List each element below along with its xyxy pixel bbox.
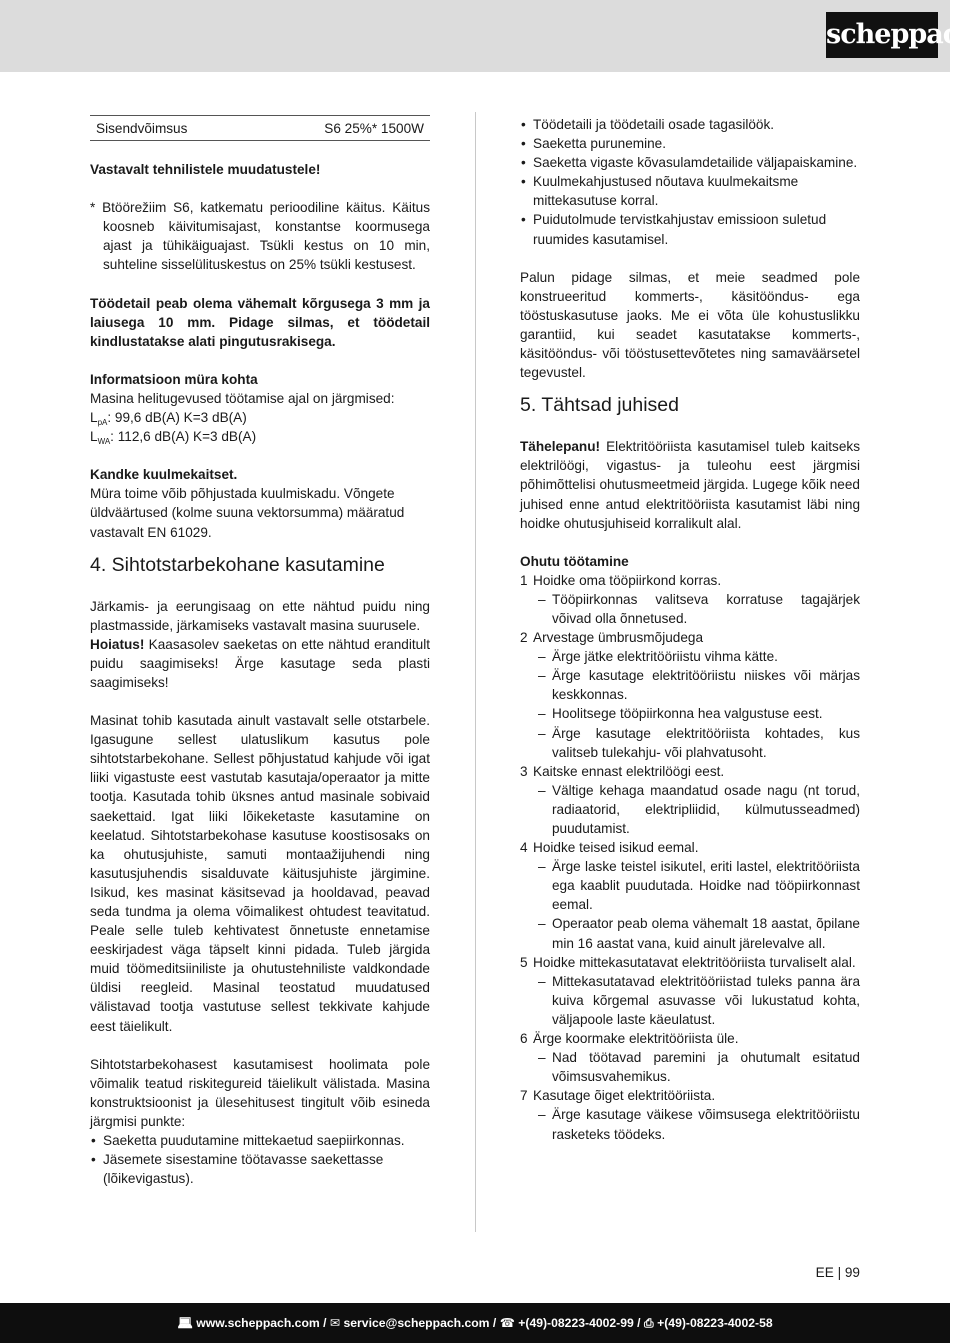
scheppach-logo: scheppach	[826, 12, 938, 58]
safety-item-2: 2 Arvestage ümbrusmõjudega – Ärge jätke elektritööriistu vihma kätte. – Ärge kasutage elektritööriistu niiskes või märjas keskkonnas. – Hoolitsege tööpiirkonna hea valgustuse eest. – Ärge kasutage elektritööriista kohtades, kus valitseb tulekahju- või plahvatusoht.	[520, 628, 860, 762]
list-item: • Saeketta puudutamine mittekaetud saepiirkonnas.	[90, 1131, 430, 1150]
website-link[interactable]: www.scheppach.com /	[196, 1316, 327, 1330]
column-divider	[475, 112, 476, 1232]
list-item: • Töödetaili ja töödetaili osade tagasilöök.	[520, 115, 860, 134]
safety-item-7: 7 Kasutage õiget elektritööriista. – Ärge kasutage väikese võimsusega elektritööriistu rasketeks töödeks.	[520, 1086, 860, 1143]
list-item: • Saeketta purunemine.	[520, 134, 860, 153]
hearing-protection-text: Müra toime võib põhjustada kuulmiskadu. Võngete üldväärtused (kolme suuna vektorsumma) määratud vastavalt EN 61029.	[90, 486, 405, 540]
fax-icon: ⎙	[643, 1316, 654, 1330]
operating-mode-footnote: * Btöörežiim S6, katkematu perioodiline käitus. Käitus koosneb käivitumisajast, konstantse koormusega ajast ja tühikäiguajast. Tsükli kestus on 10 min, suhteline sisselülituskestus on 25% tsükli kestusest.	[90, 200, 430, 273]
risk-list-continued	[520, 115, 860, 249]
header-band	[0, 0, 977, 72]
safety-item-3: 3 Kaitske ennast elektrilöögi eest. – Vältige kehaga maandatud osade nagu (nt torud, radiaatorid, elektripliidid, külmutusseadmed) puudutamist.	[520, 762, 860, 838]
section-4-title: 4. Sihtotstarbekohane kasutamine	[90, 553, 385, 576]
section-5-title: 5. Tähtsad juhised	[520, 394, 679, 417]
left-column	[90, 115, 430, 1188]
section-4-intro: Järkamis- ja eerungisaag on ette nähtud puidu ning plastmasside, järkamiseks vastavalt masina suurusele.	[90, 598, 430, 633]
list-item: • Kuulmekahjustused nõutava kuulmekaitsme mittekasutuse korral.	[520, 172, 860, 210]
noise-heading: Informatsioon müra kohta	[90, 371, 258, 387]
section-4-risks: Sihtotstarbekohasest kasutamisest hoolimata pole võimalik teatud riskitegureid täielikult välistada. Masina konstruktsioonist ja ülesehitusest tingitult võib esineda järgmisi punkte:	[90, 1056, 430, 1129]
right-column	[520, 115, 860, 1144]
section-4-warning: Hoiatus! Kaasasolev saeketas on ette nähtud eranditult puidu saagimiseks! Ärge kasutage seda plasti saagimiseks!	[90, 636, 430, 690]
safety-item-4: 4 Hoidke teised isikud eemal. – Ärge laske teistel isikutel, eriti lastel, elektritööriista ega kaablit puudutada. Hoidke nad tööpiirkonnast eemal. – Operaator peab olema vähemalt 18 aastat, õpilane min 16 aastat vana, kuid ainult järelevalve all.	[520, 838, 860, 953]
noise-lpa: $L_{pA}$: 99,6 dB(A) K=3 dB(A)	[90, 410, 247, 428]
phone-icon: ☎	[499, 1316, 515, 1330]
list-item: • Puidutolmude tervistkahjustav emissioon suletud ruumides kasutamisel.	[520, 210, 860, 248]
risk-list	[90, 1131, 430, 1188]
laptop-icon: 💻︎	[177, 1316, 193, 1330]
section-4-usage: Masinat tohib kasutada ainult vastavalt selle otstarbele. Igasugune sellest ulatuslikum kasutus pole sihtotstarbekohane. Sellest põhjustatud kahjude või igat liiki vigastuste eest vastutab kasutaja/operaator ja mitte tootja. Kasutada tohib üksnes antud masinale sobivaid saekettaid. Igat liiki lõikeketaste kasutamine on keelatud. Sihtotstarbekohase kasutuse koostisosaks on ka ohutusjuhiste, samuti montaažijuhendi ning kasutusjuhendis sisalduvate käitusjuhiste järgimine. Isikud, kes masinat käsitsevad ja hooldavad, peavad seda tundma ja olema võimalikest ohtudest teavitatud. Peale selle tuleb kehtivatest õnnetuste ennetamise eeskirjadest väga täpselt kinni pidada. Tuleb järgida muid töömeditsiiniliste ja ohutustehniliste valdkondade üldisi reegleid. Masinal teostatud muudatused välistavad tootja vastutuse sellest tekkivate kahjude eest täielikult.	[90, 713, 430, 1034]
list-item: • Jäsemete sisestamine töötavasse saekettasse (lõikevigastus).	[90, 1150, 430, 1188]
list-item: • Saeketta vigaste kõvasulamdetailide väljapaiskamine.	[520, 153, 860, 172]
phone-number: +(49)-08223-4002-99 /	[518, 1316, 641, 1330]
hearing-protection-heading: Kandke kuulmekaitset.	[90, 467, 238, 483]
spec-row	[90, 115, 430, 141]
envelope-icon: ✉︎	[329, 1316, 341, 1330]
contact-footer	[0, 1303, 950, 1343]
attention-paragraph: Tähelepanu! Elektritööriista kasutamisel tuleb kaitseks elektrilöögi, vigastus- ja tuleohu eest järgmisi põhimõttelisi ohutusmeetmeid järgida. Lugege kõik need juhised enne antud elektritööriista kasutamist läbi ning hoidke ohutusjuhiseid korralikult alal.	[520, 439, 860, 531]
commercial-use-disclaimer: Palun pidage silmas, et meie seadmed pole konstrueeritud kommerts-, käsitööndus- ega tööstuskasutuse jaoks. Me ei võta üle kohustuslikku garantiid, kui seadet kasutatakse kommerts-, käsitööndus- või tööstusettevõtetes ning samaväärsetel tegevustel.	[520, 269, 860, 381]
safety-item-5: 5 Hoidke mittekasutatavat elektritööriista turvaliselt alal. – Mittekasutatavad elektritööriistad tuleks panna ära kuiva kõrgemal asuvasse või lukustatud kohta, väljapoole laste käeulatust.	[520, 953, 860, 1029]
safety-item-1: 1 Hoidke oma tööpiirkond korras. – Tööpiirkonnas valitseva korratuse tagajärjek võivad olla õnnetused.	[520, 571, 860, 628]
noise-lwa: $L_{WA}$: 112,6 dB(A) K=3 dB(A)	[90, 429, 257, 447]
fax-number: +(49)-08223-4002-58	[657, 1316, 773, 1330]
subject-to-change-note: Vastavalt tehnilistele muudatustele!	[90, 162, 321, 178]
spec-label: Sisendvõimsus	[96, 121, 188, 136]
safe-work-heading: Ohutu töötamine	[520, 553, 629, 569]
noise-intro: Masina helitugevused töötamise ajal on järgmised:	[90, 390, 395, 406]
safety-item-6: 6 Ärge koormake elektritööriista üle. – Nad töötavad paremini ja ohutumalt esitatud võimsusvahemikus.	[520, 1029, 860, 1086]
workpiece-note: Töödetail peab olema vähemalt kõrgusega 3 mm ja laiusega 10 mm. Pidage silmas, et töödetail kindlustatakse alati pingutusrakisega.	[90, 295, 430, 349]
email-link[interactable]: service@scheppach.com /	[343, 1316, 497, 1330]
page-number: EE | 99	[815, 1265, 860, 1280]
spec-value: S6 25%* 1500W	[324, 121, 424, 136]
